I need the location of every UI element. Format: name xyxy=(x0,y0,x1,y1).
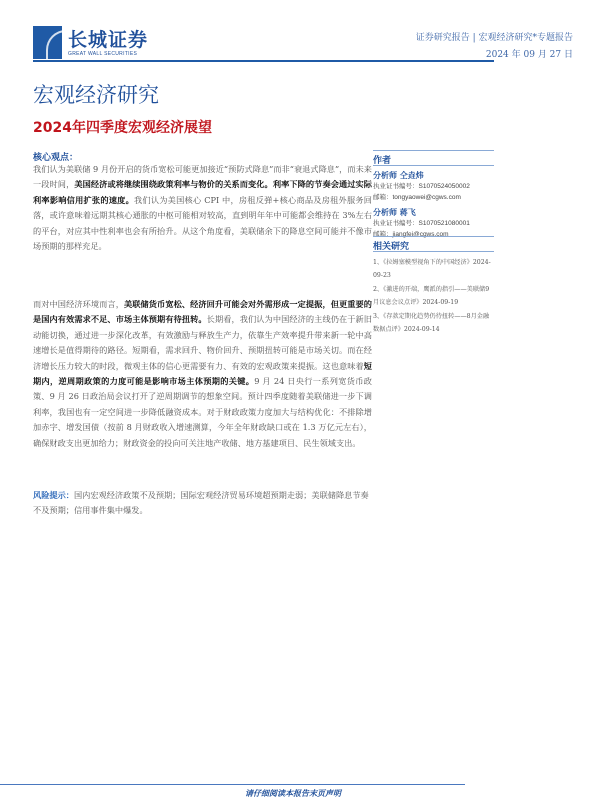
logo-mark-icon xyxy=(33,26,62,59)
p2-bold: 美联储货币宽松、经济回升可能会对外需形成一定提振，但更重要的是国内有效需求不足、市场主体预期有待扭转。 xyxy=(33,299,372,325)
risk-label: 风险提示： xyxy=(33,490,74,500)
related-heading: 相关研究 xyxy=(373,236,494,252)
author-name: 分析师 蒋飞 xyxy=(373,207,416,217)
section-title: 宏观经济研究 xyxy=(33,83,159,107)
report-date: 2024 年 09 月 27 日 xyxy=(485,50,573,60)
core-view-label: 核心观点： xyxy=(33,153,79,163)
p2-bold: 短期内，逆周期政策的力度可能是影响市场主体预期的关键。 xyxy=(33,360,372,387)
header-divider xyxy=(33,60,494,62)
authors-panel xyxy=(373,150,494,240)
p2-text: 而对中国经济环境而言， xyxy=(33,299,124,309)
author-email[interactable]: 邮箱：tongyaowei@cgws.com xyxy=(373,194,461,201)
related-item[interactable]: 1、《拉姆塞模型视角下的中国经济》2024-09-23 xyxy=(373,259,491,279)
p2-text: 9 月 24 日央行一系列宽货币政策、9 月 26 日政治局会议打开了逆周期调节的想象空间。预计四季度随着美联储进一步下调利率，我国也有一定空间进一步降低融资成本。对于财政政策力度加大与结构优化：不排除增加赤字、增发国债（按前 8 月财政收入增速测算，今年全年财政缺口或在 1.3 万亿元左右），确保财政支出更加给力；财政资金的投向可关注地产收储、地方基建项目、民生领域支出。 xyxy=(33,376,372,448)
logo-cn: 长城证券 xyxy=(68,28,149,51)
author-name: 分析师 仝垚炜 xyxy=(373,170,424,180)
related-research-panel xyxy=(373,236,494,337)
authors-heading: 作者 xyxy=(373,150,494,166)
risk-text: 国内宏观经济政策不及预期；国际宏观经济贸易环境超预期走弱；美联储降息节奏不及预期；信用事件集中爆发。 xyxy=(33,490,369,516)
related-item[interactable]: 2、《激进的开端，鹰派的指引——美联储9月议息会议点评》2024-09-19 xyxy=(373,286,490,306)
company-logo xyxy=(33,26,148,59)
p1-bold: 美国经济或将继续围绕政策利率与物价的关系而变化。利率下降的节奏会通过实际利率影响信用扩张的速度。 xyxy=(33,179,372,205)
paragraph-1 xyxy=(33,162,372,254)
report-category: 证券研究报告 | 宏观经济研究*专题报告 xyxy=(415,33,573,43)
p1-text: 我们认为美国核心 CPI 中，房租反弹+核心商品及房租外服务回落，或许意味着远期其核心通胀的中枢可能相对较高，直到明年年中可能都会维持在 3%左右的平台，对应其中性利率也会有所抬升。从这个角度看，美联储余下的降息空间可能并不像市场预期的那样充足。 xyxy=(33,194,372,252)
author-cert: 执业证书编号：S1070524050002 xyxy=(373,183,470,190)
p1-text: 我们认为美联储 9 月份开启的货币宽松可能更加接近“预防式降息”而非“衰退式降息”，而未来一段时间， xyxy=(33,164,372,190)
paragraph-2 xyxy=(33,297,372,451)
p2-text: 长期看，我们认为中国经济的主线仍在于新旧动能切换，通过进一步深化改革，有效激励与释放生产力，依靠生产效率提升带来新一轮中高速增长是值得期待的路径。短期看，需求回升、物价回升、预期扭转可能是市场关切。而在经济增长压力较大的时段，微观主体的信心更需要有力、有效的宏观政策来提振。这也意味着 xyxy=(33,314,372,371)
author-cert: 执业证书编号：S1070521080001 xyxy=(373,220,470,227)
footer-disclaimer: 请仔细阅读本报告末页声明 xyxy=(245,788,341,798)
related-item[interactable]: 3、《存款定期化趋势仍待扭转——8月金融数据点评》2024-09-14 xyxy=(373,313,490,333)
logo-en: GREAT WALL SECURITIES xyxy=(68,50,138,57)
author-email[interactable]: 邮箱：jiangfei@cgws.com xyxy=(373,231,449,238)
report-title: 2024年四季度宏观经济展望 xyxy=(33,120,212,136)
risk-warning xyxy=(33,488,372,519)
footer-divider xyxy=(0,784,465,785)
